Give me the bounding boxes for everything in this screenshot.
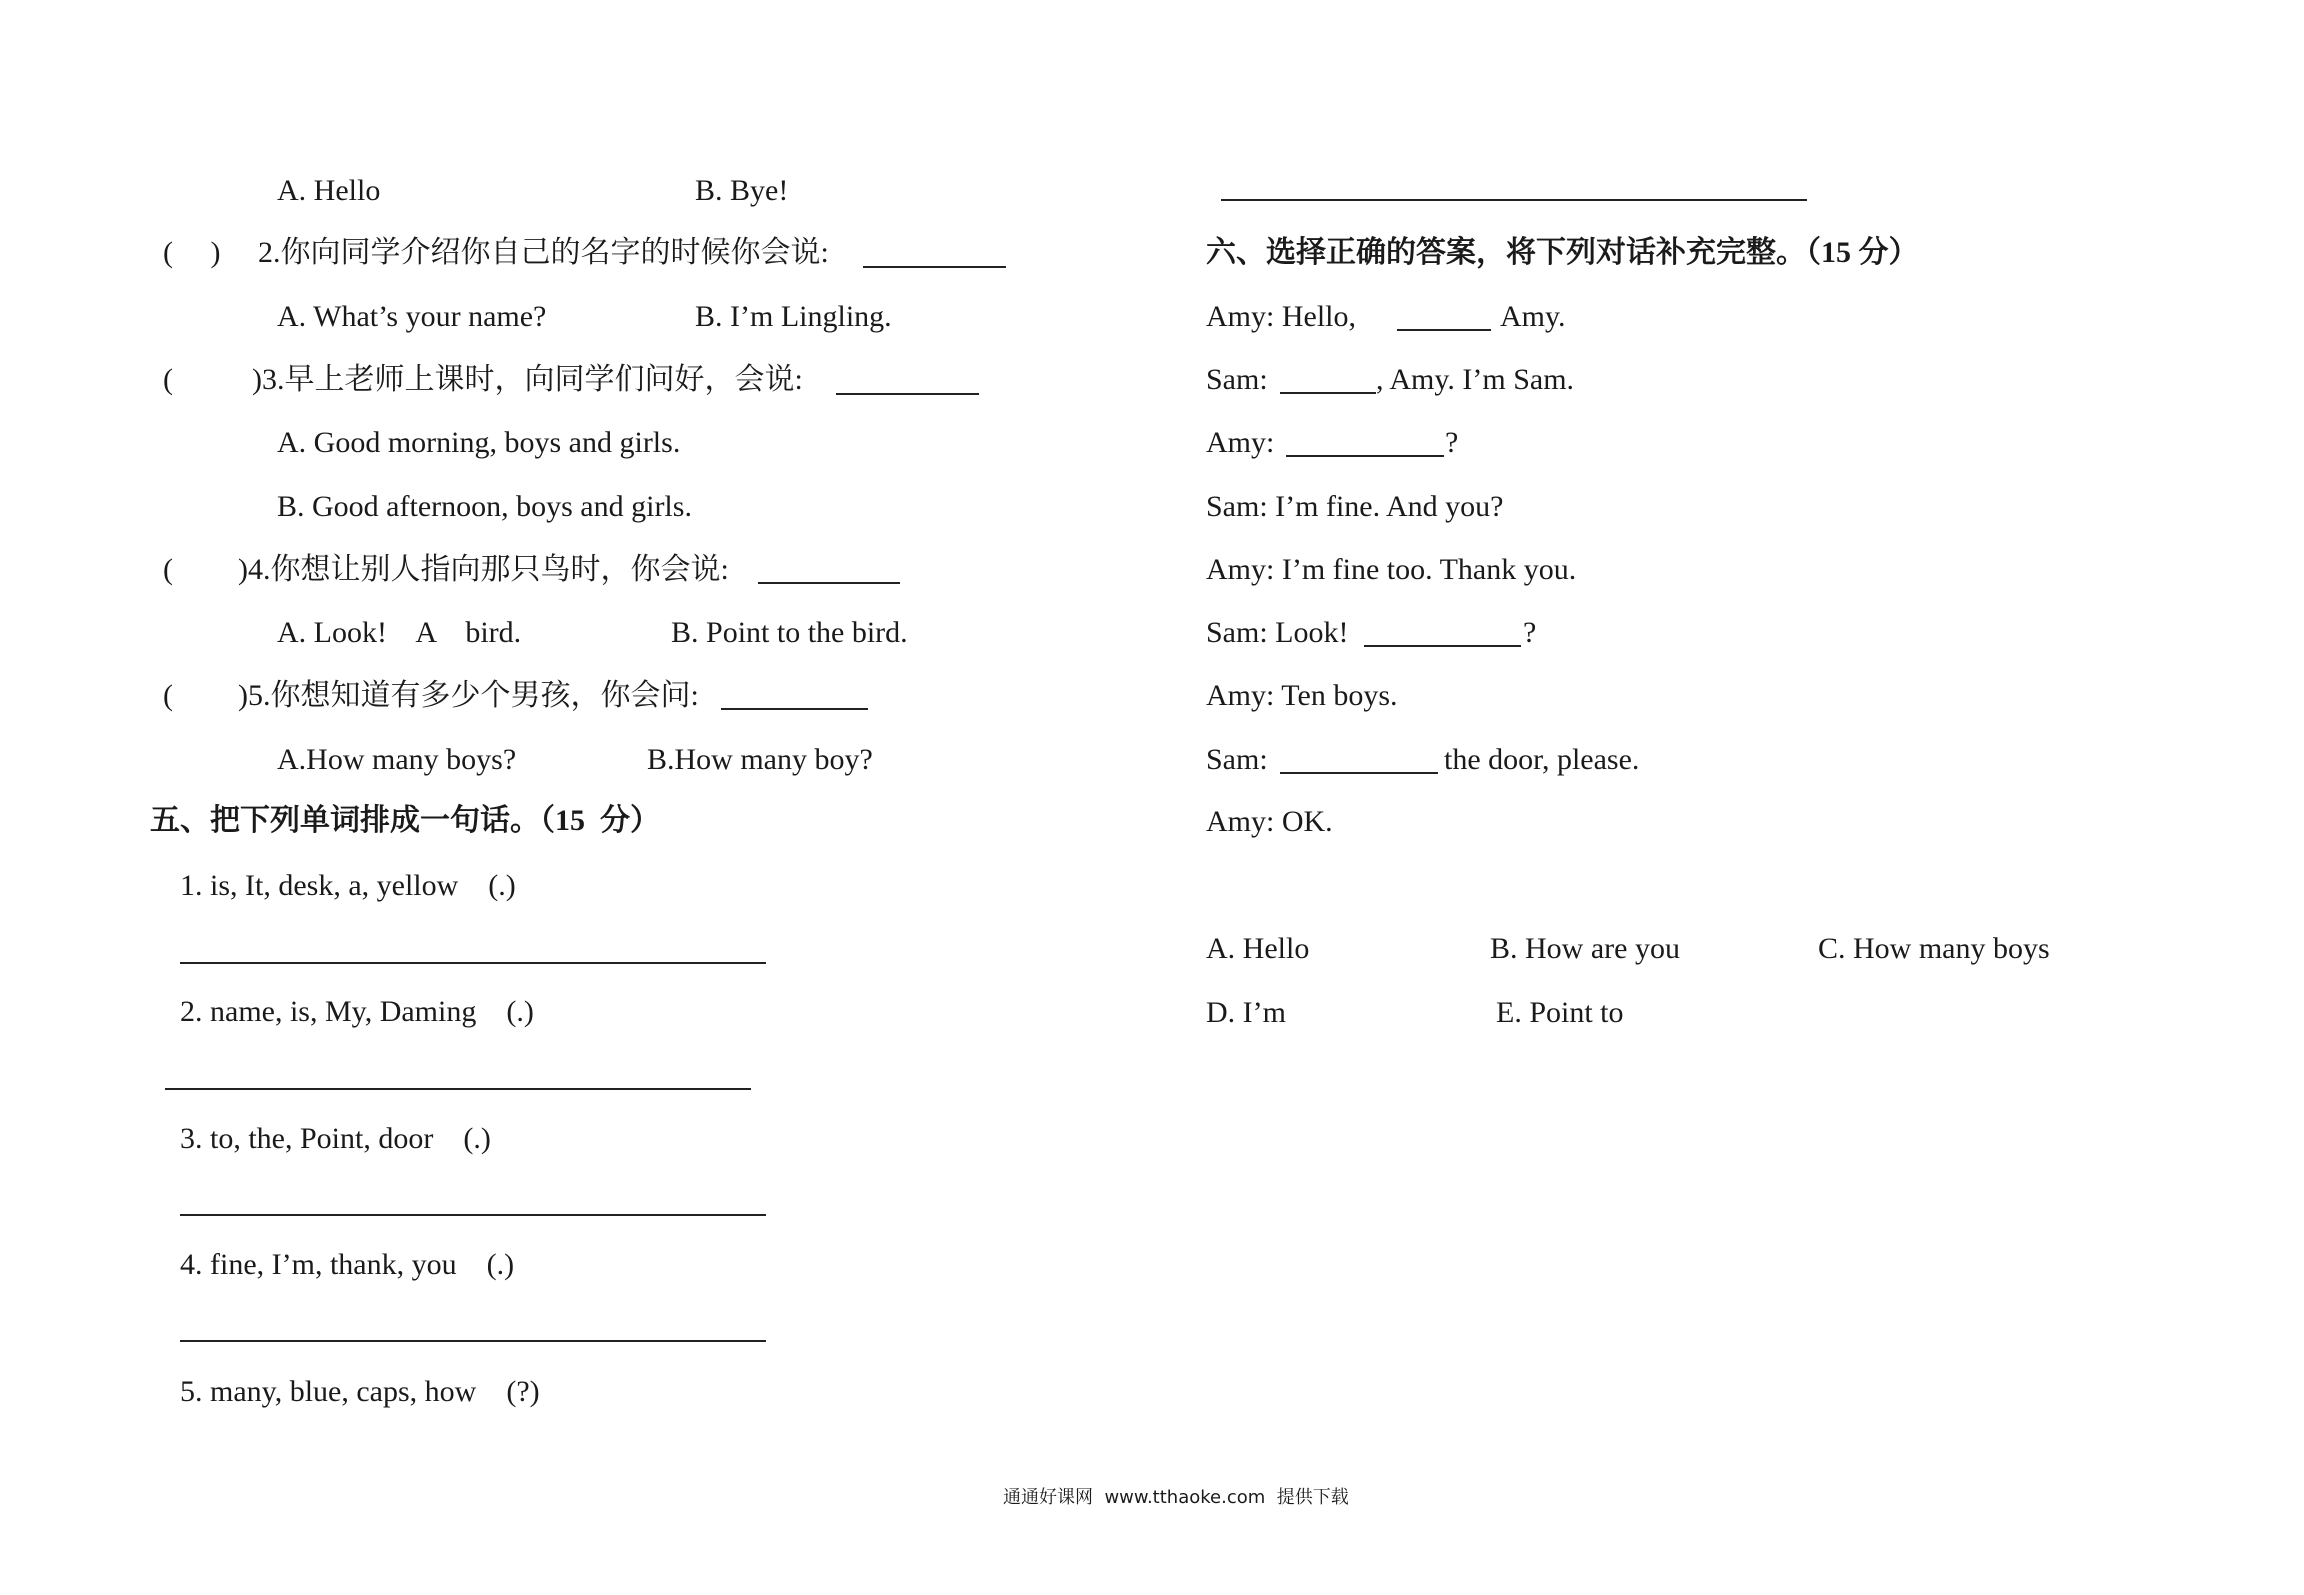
s5-item-3: 3. to, the, Point, door (.) — [180, 1122, 491, 1155]
q5-option-a: A.How many boys? — [277, 743, 517, 776]
choice-d: D. I’m — [1206, 996, 1286, 1029]
dialogue-line-3-end: ? — [1445, 426, 1459, 459]
dialogue-blank-1[interactable] — [1397, 329, 1491, 331]
dialogue-line-2-end: , Amy. I’m Sam. — [1376, 363, 1575, 396]
q4-answer-paren: ( — [163, 553, 173, 586]
q2-option-a: A. What’s your name? — [277, 300, 547, 333]
dialogue-line-7: Amy: Ten boys. — [1206, 679, 1398, 712]
dialogue-blank-6[interactable] — [1364, 645, 1521, 647]
s5-answer-line-1[interactable] — [180, 962, 766, 964]
dialogue-line-9: Amy: OK. — [1206, 805, 1333, 838]
q4-answer-blank[interactable] — [758, 582, 900, 584]
dialogue-line-4: Sam: I’m fine. And you? — [1206, 490, 1504, 523]
choice-a: A. Hello — [1206, 932, 1310, 965]
footer-watermark: 通通好课网 www.tthaoke.com 提供下载 — [1003, 1487, 1349, 1508]
q3-answer-paren: ( — [163, 363, 173, 396]
q2-answer-paren: ( ) — [163, 236, 221, 269]
q5-answer-paren: ( — [163, 679, 173, 712]
dialogue-line-8-end: the door, please. — [1444, 743, 1640, 776]
q5-answer-blank[interactable] — [721, 708, 868, 710]
s5-answer-line-4[interactable] — [180, 1340, 766, 1342]
dialogue-line-2-start: Sam: — [1206, 363, 1268, 396]
dialogue-blank-2[interactable] — [1280, 392, 1376, 394]
s5-item-5: 5. many, blue, caps, how (?) — [180, 1375, 540, 1408]
q4-option-b: B. Point to the bird. — [671, 616, 908, 649]
q3-answer-blank[interactable] — [836, 393, 979, 395]
section6-title: 六、选择正确的答案，将下列对话补充完整。（15 分） — [1206, 236, 1919, 269]
dialogue-line-3-start: Amy: — [1206, 426, 1275, 459]
section5-title: 五、把下列单词排成一句话。（15 分） — [150, 804, 660, 837]
s5-item-1: 1. is, It, desk, a, yellow (.) — [180, 869, 516, 902]
choice-b: B. How are you — [1490, 932, 1680, 965]
q1-option-a: A. Hello — [277, 174, 381, 207]
q2-option-b: B. I’m Lingling. — [695, 300, 892, 333]
q3-prompt: )3.早上老师上课时，向同学们问好，会说: — [252, 363, 803, 396]
q5-option-b: B.How many boy? — [647, 743, 873, 776]
s5-answer-line-3[interactable] — [180, 1214, 766, 1216]
q2-answer-blank[interactable] — [863, 266, 1006, 268]
q5-prompt: )5.你想知道有多少个男孩，你会问: — [238, 679, 699, 712]
choice-e: E. Point to — [1496, 996, 1624, 1029]
q1-option-b: B. Bye! — [695, 174, 789, 207]
dialogue-line-8-start: Sam: — [1206, 743, 1268, 776]
choice-c: C. How many boys — [1818, 932, 2050, 965]
s5-item-4: 4. fine, I’m, thank, you (.) — [180, 1248, 515, 1281]
q2-prompt: 2.你向同学介绍你自己的名字的时候你会说: — [258, 236, 829, 269]
dialogue-blank-8[interactable] — [1280, 772, 1438, 774]
dialogue-line-1-start: Amy: Hello, — [1206, 300, 1356, 333]
prev-answer-line[interactable] — [1221, 199, 1807, 201]
dialogue-line-6-start: Sam: Look! — [1206, 616, 1349, 649]
s5-item-2: 2. name, is, My, Daming (.) — [180, 995, 534, 1028]
q4-option-a: A. Look! A bird. — [277, 616, 522, 649]
q3-option-b: B. Good afternoon, boys and girls. — [277, 490, 692, 523]
dialogue-line-6-end: ? — [1523, 616, 1537, 649]
dialogue-blank-3[interactable] — [1286, 455, 1444, 457]
q3-option-a: A. Good morning, boys and girls. — [277, 426, 681, 459]
s5-answer-line-2[interactable] — [165, 1088, 751, 1090]
dialogue-line-5: Amy: I’m fine too. Thank you. — [1206, 553, 1577, 586]
dialogue-line-1-end: Amy. — [1500, 300, 1566, 333]
q4-prompt: )4.你想让别人指向那只鸟时，你会说: — [238, 553, 729, 586]
